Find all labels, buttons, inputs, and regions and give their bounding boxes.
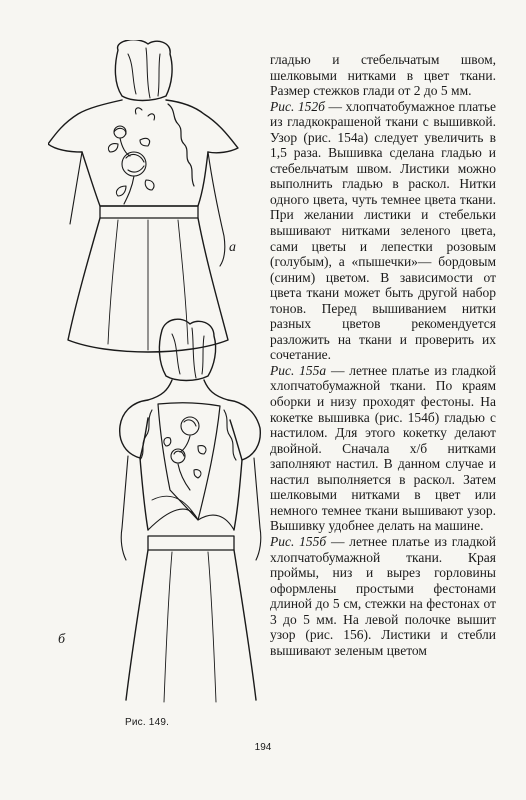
dress-b-drawing bbox=[120, 319, 261, 702]
paragraph-155a-text: — летнее платье из гладкой хлопчатобумажной ткани. По краям оборки и низу проходят фестоны. На кокетке вышивка (рис. 154б) гладью с настилом. Для этого кокетку делают двойной. Сначала х/б нитками заполняют настил. В данном случае и настил выполняется в раскол. Затем шелковыми нитками в цвет или немного темнее ткани вышивают узор. Вышивку удобнее делать на машине. bbox=[270, 362, 496, 534]
paragraph-152b bbox=[270, 99, 496, 363]
paragraph-155b bbox=[270, 534, 496, 658]
embroidery-motif-a bbox=[108, 108, 154, 204]
figure-ref-155a: Рис. 155а bbox=[270, 362, 327, 378]
figure-ref-155b: Рис. 155б bbox=[270, 533, 327, 549]
figure-label-a: а bbox=[229, 240, 236, 255]
page-number: 194 bbox=[254, 742, 272, 753]
embroidery-motif-b bbox=[164, 417, 206, 490]
paragraph-continuation: гладью и стебельчатым швом, шелковыми нитками в цвет ткани. Размер стежков глади от 2 до 5 мм. bbox=[270, 52, 496, 99]
paragraph-155a bbox=[270, 363, 496, 534]
paragraph-155b-text: — летнее платье из гладкой хлопчатобумажной ткани. Края проймы, низ и вырез горловины оформлены простыми фестонами длиной до 5 см, стежки на фестонах от 3 до 5 мм. На левой полочке вышит узор (рис. 156). Листики и стебли вышивают зеленым цветом bbox=[270, 533, 497, 658]
figure-caption: Рис. 149. bbox=[125, 717, 170, 728]
paragraph-152b-text: — хлопчатобумажное платье из гладкокрашеной ткани с вышивкой. Узор (рис. 154а) следует увеличить в 1,5 раза. Вышивка сделана гладью и стебельчатым швом. Листики можно выполнить гладью в раскол. Нитки одного цвета, чуть темнее цвета ткани. При желании листики и стебельки вышивают нитками зеленого цвета, сами цветы и лепестки розовым (голубым), а «пышечки»— бордовым (синим) цветом. В зависимости от цвета ткани может быть другой набор тонов. Перед вышиванием нитки разных цветов рекомендуется разложить на ткани и проверить их сочетание. bbox=[270, 98, 496, 363]
dress-illustration bbox=[48, 40, 270, 730]
body-text bbox=[270, 52, 496, 658]
figure-label-b: б bbox=[58, 632, 66, 647]
figure-ref-152b: Рис. 152б bbox=[270, 98, 325, 114]
dress-a-drawing bbox=[48, 40, 238, 352]
